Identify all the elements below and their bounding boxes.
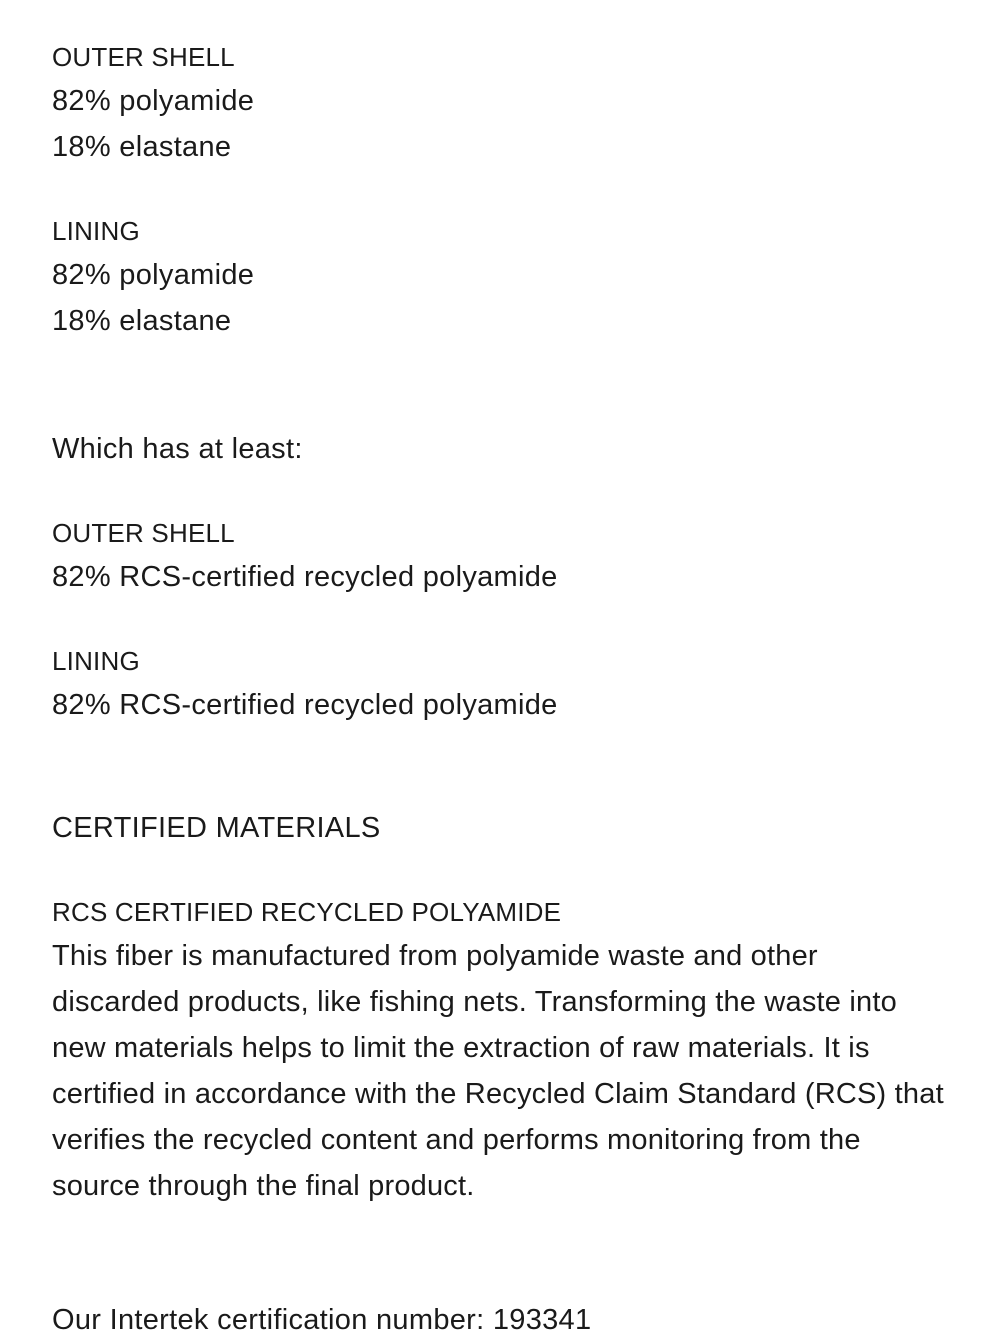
recycled-outer-shell-label: OUTER SHELL bbox=[52, 518, 235, 548]
recycled-lining-label: LINING bbox=[52, 646, 140, 676]
lining-label: LINING bbox=[52, 216, 140, 246]
material-label: RCS CERTIFIED RECYCLED POLYAMIDE bbox=[52, 897, 562, 927]
certification-number: Our Intertek certification number: 193341 bbox=[52, 1304, 592, 1336]
lining-item: 18% elastane bbox=[52, 305, 232, 337]
recycled-intro: Which has at least: bbox=[52, 433, 303, 465]
outer-shell-item: 18% elastane bbox=[52, 131, 232, 163]
certified-materials-heading: CERTIFIED MATERIALS bbox=[52, 812, 381, 844]
lining-item: 82% polyamide bbox=[52, 259, 255, 291]
outer-shell-label: OUTER SHELL bbox=[52, 42, 235, 72]
recycled-lining-item: 82% RCS-certified recycled polyamide bbox=[52, 689, 558, 721]
material-description: This fiber is manufactured from polyamide waste and other discarded products, like fishing nets. Transforming the waste into new materials helps to limit the extraction of raw materials. It is certified in accordance with the Recycled Claim Standard (RCS) that verifies the recycled content and performs monitoring from the source through the final product. bbox=[52, 940, 944, 1202]
outer-shell-item: 82% polyamide bbox=[52, 85, 255, 117]
recycled-outer-shell-item: 82% RCS-certified recycled polyamide bbox=[52, 561, 558, 593]
